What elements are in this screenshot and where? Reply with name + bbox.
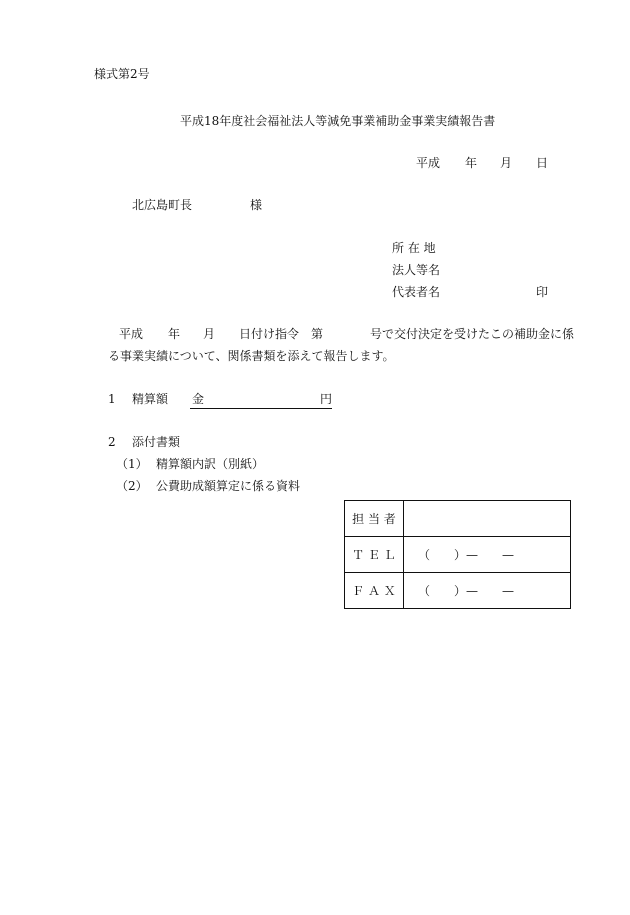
- contact-fax-value[interactable]: （ ）— —: [404, 573, 571, 609]
- contact-row-person: [345, 501, 571, 537]
- contact-fax-label: Ｆ Ａ Ｘ: [345, 573, 404, 609]
- representative-name-label: 代表者名: [392, 285, 441, 299]
- addressee-honorific: 様: [250, 198, 263, 212]
- item1-label: 精算額: [132, 392, 169, 406]
- currency-suffix: 円: [320, 392, 333, 406]
- addressee-name: 北広島町長: [132, 198, 193, 212]
- body-month: 月: [203, 327, 216, 341]
- date-year: 年: [465, 156, 478, 170]
- body-dai: 第: [311, 327, 324, 341]
- body-line1-rest: 号で交付決定を受けたこの補助金に係: [370, 327, 575, 341]
- form-number: 様式第2号: [94, 67, 150, 81]
- currency-prefix: 金: [192, 392, 205, 406]
- attachment1-number: （1）: [116, 457, 148, 471]
- attachment1-text: 精算額内訳（別紙）: [156, 457, 265, 471]
- contact-table: [344, 500, 571, 609]
- contact-person-value[interactable]: [404, 501, 571, 537]
- document-title: 平成18年度社会福祉法人等減免事業補助金事業実績報告書: [180, 114, 496, 128]
- date-month: 月: [500, 156, 513, 170]
- seal-mark: 印: [536, 285, 549, 299]
- item2-label: 添付書類: [132, 435, 181, 449]
- contact-tel-label: Ｔ Ｅ Ｌ: [345, 537, 404, 573]
- address-label: 所 在 地: [392, 241, 436, 255]
- contact-row-fax: [345, 573, 571, 609]
- date-era: 平成: [416, 156, 441, 170]
- item2-number: 2: [108, 435, 116, 449]
- corporation-name-label: 法人等名: [392, 263, 441, 277]
- item1-number: 1: [108, 392, 116, 406]
- body-year: 年: [168, 327, 181, 341]
- body-directive: 日付け指令: [239, 327, 300, 341]
- attachment2-text: 公費助成額算定に係る資料: [156, 479, 301, 493]
- body-line2: る事業実績について、関係書類を添えて報告します。: [108, 349, 395, 363]
- contact-row-tel: [345, 537, 571, 573]
- contact-person-label: 担 当 者: [345, 501, 404, 537]
- contact-tel-value[interactable]: （ ）— —: [404, 537, 571, 573]
- attachment2-number: （2）: [116, 479, 148, 493]
- settlement-amount-field[interactable]: [190, 392, 332, 409]
- body-era: 平成: [119, 327, 144, 341]
- date-day: 日: [536, 156, 549, 170]
